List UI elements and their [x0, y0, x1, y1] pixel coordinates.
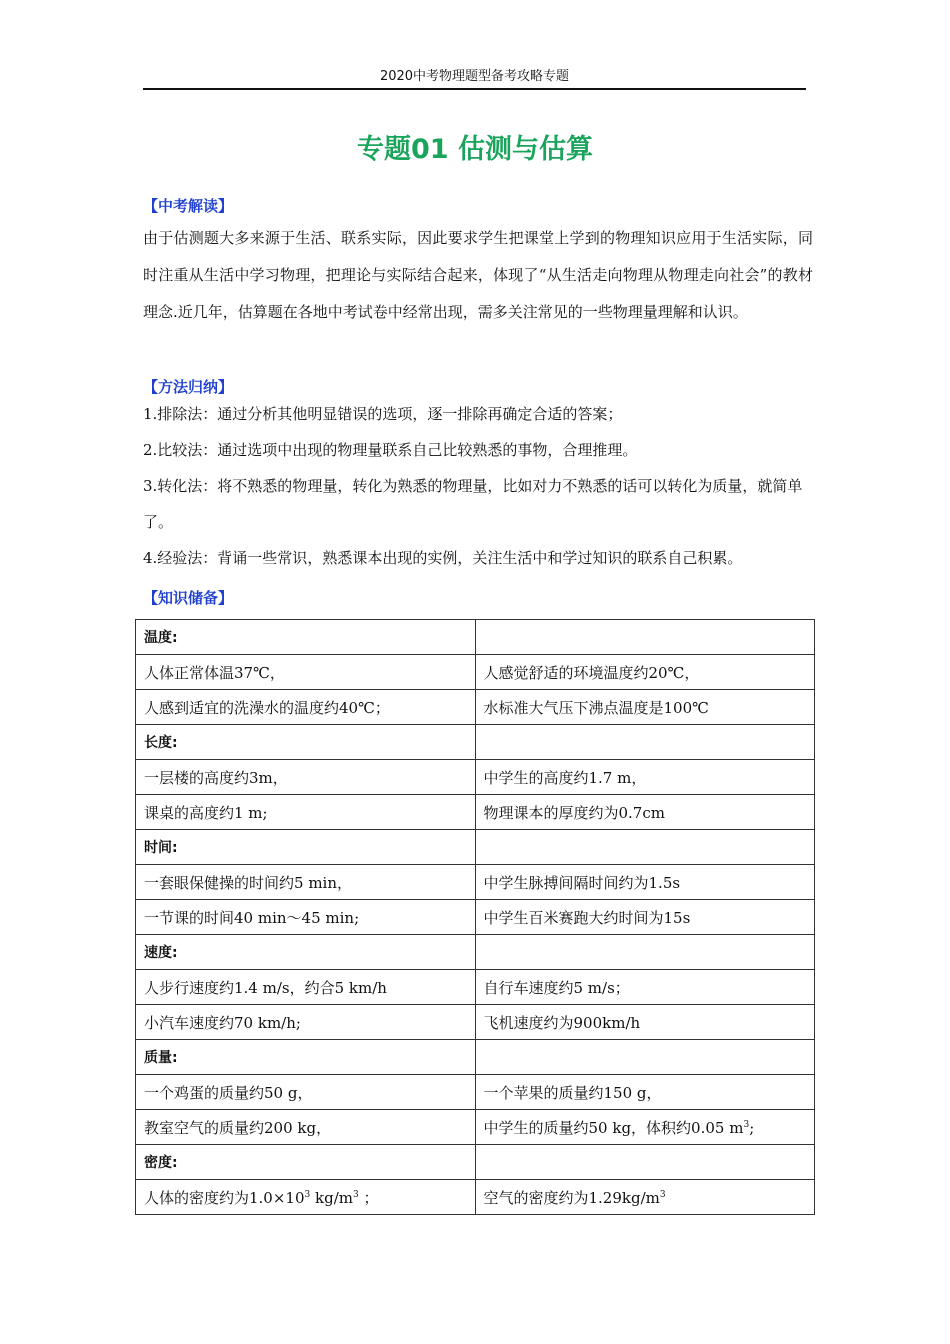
table-cell [475, 1180, 815, 1215]
table-row [136, 1040, 815, 1075]
table-row [136, 970, 815, 1005]
table-cell: 一个鸡蛋的质量约50 g， [136, 1075, 476, 1110]
table-cell: 中学生的高度约1.7 m， [475, 760, 815, 795]
table-cell: 飞机速度约为900km/h [475, 1005, 815, 1040]
table-cell: 课桌的高度约1 m; [136, 795, 476, 830]
method-item: 1.排除法：通过分析其他明显错误的选项，逐一排除再确定合适的答案； [143, 405, 623, 423]
cell-text: 中学生的质量约50 kg，体积约0.05 m [483, 1118, 744, 1137]
table-cell: 一套眼保健操的时间约5 min， [136, 865, 476, 900]
category-cell: 密度: [136, 1145, 476, 1180]
table-row [136, 865, 815, 900]
table-row [136, 1005, 815, 1040]
interpretation-text: 由于估测题大多来源于生活、联系实际，因此要求学生把课堂上学到的物理知识应用于生活实际，同时注重从生活中学习物理，把理论与实际结合起来，体现了“从生活走向物理从物理走向社会”的教材理念.近几年，估算题在各地中考试卷中经常出现，需多关注常见的一些物理量理解和认识。 [143, 229, 813, 321]
table-row [136, 1145, 815, 1180]
table-cell: 自行车速度约5 m/s； [475, 970, 815, 1005]
cell-text: ; [749, 1118, 755, 1137]
cell-text: kg/m [310, 1188, 353, 1207]
superscript: 3 [353, 1189, 359, 1200]
table-row [136, 900, 815, 935]
category-cell: 质量: [136, 1040, 476, 1075]
category-cell: 速度: [136, 935, 476, 970]
table-row [136, 620, 815, 655]
table-row [136, 935, 815, 970]
table-cell: 人步行速度约1.4 m/s，约合5 km/h [136, 970, 476, 1005]
cell-text: 人体的密度约为1.0×10 [144, 1188, 305, 1207]
table-row [136, 760, 815, 795]
table-cell: 一节课的时间40 min～45 min; [136, 900, 476, 935]
methods-heading: 【方法归纳】 [143, 378, 234, 396]
empty-cell [475, 620, 815, 655]
empty-cell [475, 935, 815, 970]
page-title: 专题01 估测与估算 [357, 134, 593, 165]
table-row [136, 690, 815, 725]
header-text: 2020中考物理题型备考攻略专题 [379, 69, 570, 84]
superscript: 3 [743, 1119, 750, 1130]
table-row [136, 830, 815, 865]
page-header [143, 68, 806, 90]
table-cell: 中学生脉搏间隔时间约为1.5s [475, 865, 815, 900]
empty-cell [475, 1040, 815, 1075]
table-cell: 人感到适宜的洗澡水的温度约40℃； [136, 690, 476, 725]
table-row [136, 1110, 815, 1145]
empty-cell [475, 725, 815, 760]
knowledge-table [135, 619, 815, 1215]
interpretation-heading: 【中考解读】 [143, 197, 234, 215]
method-item: 3.转化法：将不熟悉的物理量，转化为熟悉的物理量，比如对力不熟悉的话可以转化为质量，就简单了。 [143, 477, 803, 531]
table-cell: 一个苹果的质量约150 g， [475, 1075, 815, 1110]
cell-text: ； [358, 1188, 379, 1207]
table-cell: 物理课本的厚度约为0.7cm [475, 795, 815, 830]
cell-text: 空气的密度约为1.29kg/m [483, 1188, 660, 1207]
empty-cell [475, 830, 815, 865]
table-cell: 中学生百米赛跑大约时间为15s [475, 900, 815, 935]
category-cell: 温度: [136, 620, 476, 655]
table-cell: 教室空气的质量约200 kg， [136, 1110, 476, 1145]
table-cell: 人体正常体温37℃， [136, 655, 476, 690]
table-cell: 小汽车速度约70 km/h; [136, 1005, 476, 1040]
table-row [136, 725, 815, 760]
table-cell [136, 1180, 476, 1215]
category-cell: 长度: [136, 725, 476, 760]
interpretation-section [143, 196, 813, 331]
table-row [136, 655, 815, 690]
category-cell: 时间: [136, 830, 476, 865]
superscript: 3 [659, 1189, 666, 1200]
empty-cell [475, 1145, 815, 1180]
knowledge-heading: 【知识储备】 [143, 589, 234, 607]
methods-section [143, 377, 813, 576]
table-row [136, 1075, 815, 1110]
table-cell [475, 1110, 815, 1145]
table-row [136, 795, 815, 830]
table-row [136, 1180, 815, 1215]
table-cell: 一层楼的高度约3m， [136, 760, 476, 795]
knowledge-section [143, 588, 813, 608]
method-item: 4.经验法：背诵一些常识，熟悉课本出现的实例，关注生活中和学过知识的联系自己积累。 [143, 549, 743, 567]
table-cell: 人感觉舒适的环境温度约20℃， [475, 655, 815, 690]
method-item: 2.比较法：通过选项中出现的物理量联系自己比较熟悉的事物，合理推理。 [143, 441, 638, 459]
table-cell: 水标准大气压下沸点温度是100℃ [475, 690, 815, 725]
superscript: 3 [304, 1189, 311, 1200]
